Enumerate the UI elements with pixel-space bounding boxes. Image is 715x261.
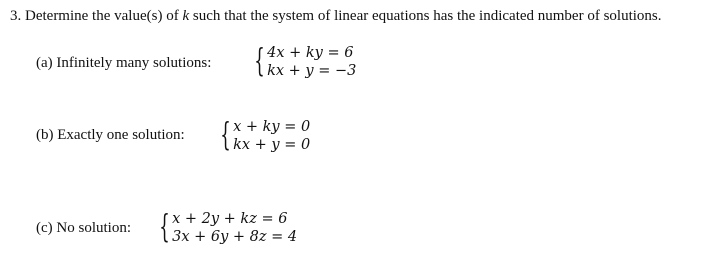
part-c-label: (c) No solution:	[36, 220, 131, 236]
part-b-equation-2: kx + y = 0	[233, 137, 311, 153]
left-brace-icon: {	[159, 209, 170, 246]
left-brace-icon: {	[220, 117, 231, 154]
problem-statement	[10, 8, 662, 25]
part-b-system	[216, 118, 310, 154]
part-b-label: (b) Exactly one solution:	[36, 127, 185, 143]
problem-variable: k	[182, 8, 190, 24]
left-brace-icon: {	[254, 43, 265, 80]
part-c-equation-2: 3x + 6y + 8z = 4	[172, 229, 298, 245]
part-c-system	[155, 210, 297, 246]
part-c-equation-1: x + 2y + kz = 6	[172, 211, 288, 227]
part-a-label: (a) Infinitely many solutions:	[36, 55, 212, 71]
part-a-equation-2: kx + y = −3	[267, 63, 357, 79]
problem-number: 3.	[10, 8, 22, 24]
problem-text-before: Determine the value(s) of	[25, 8, 183, 24]
problem-text-after: such that the system of linear equations has the indicated number of solutions.	[189, 8, 662, 24]
part-a-system	[250, 44, 356, 80]
part-b-equation-1: x + ky = 0	[233, 119, 311, 135]
part-a-equation-1: 4x + ky = 6	[267, 45, 354, 61]
